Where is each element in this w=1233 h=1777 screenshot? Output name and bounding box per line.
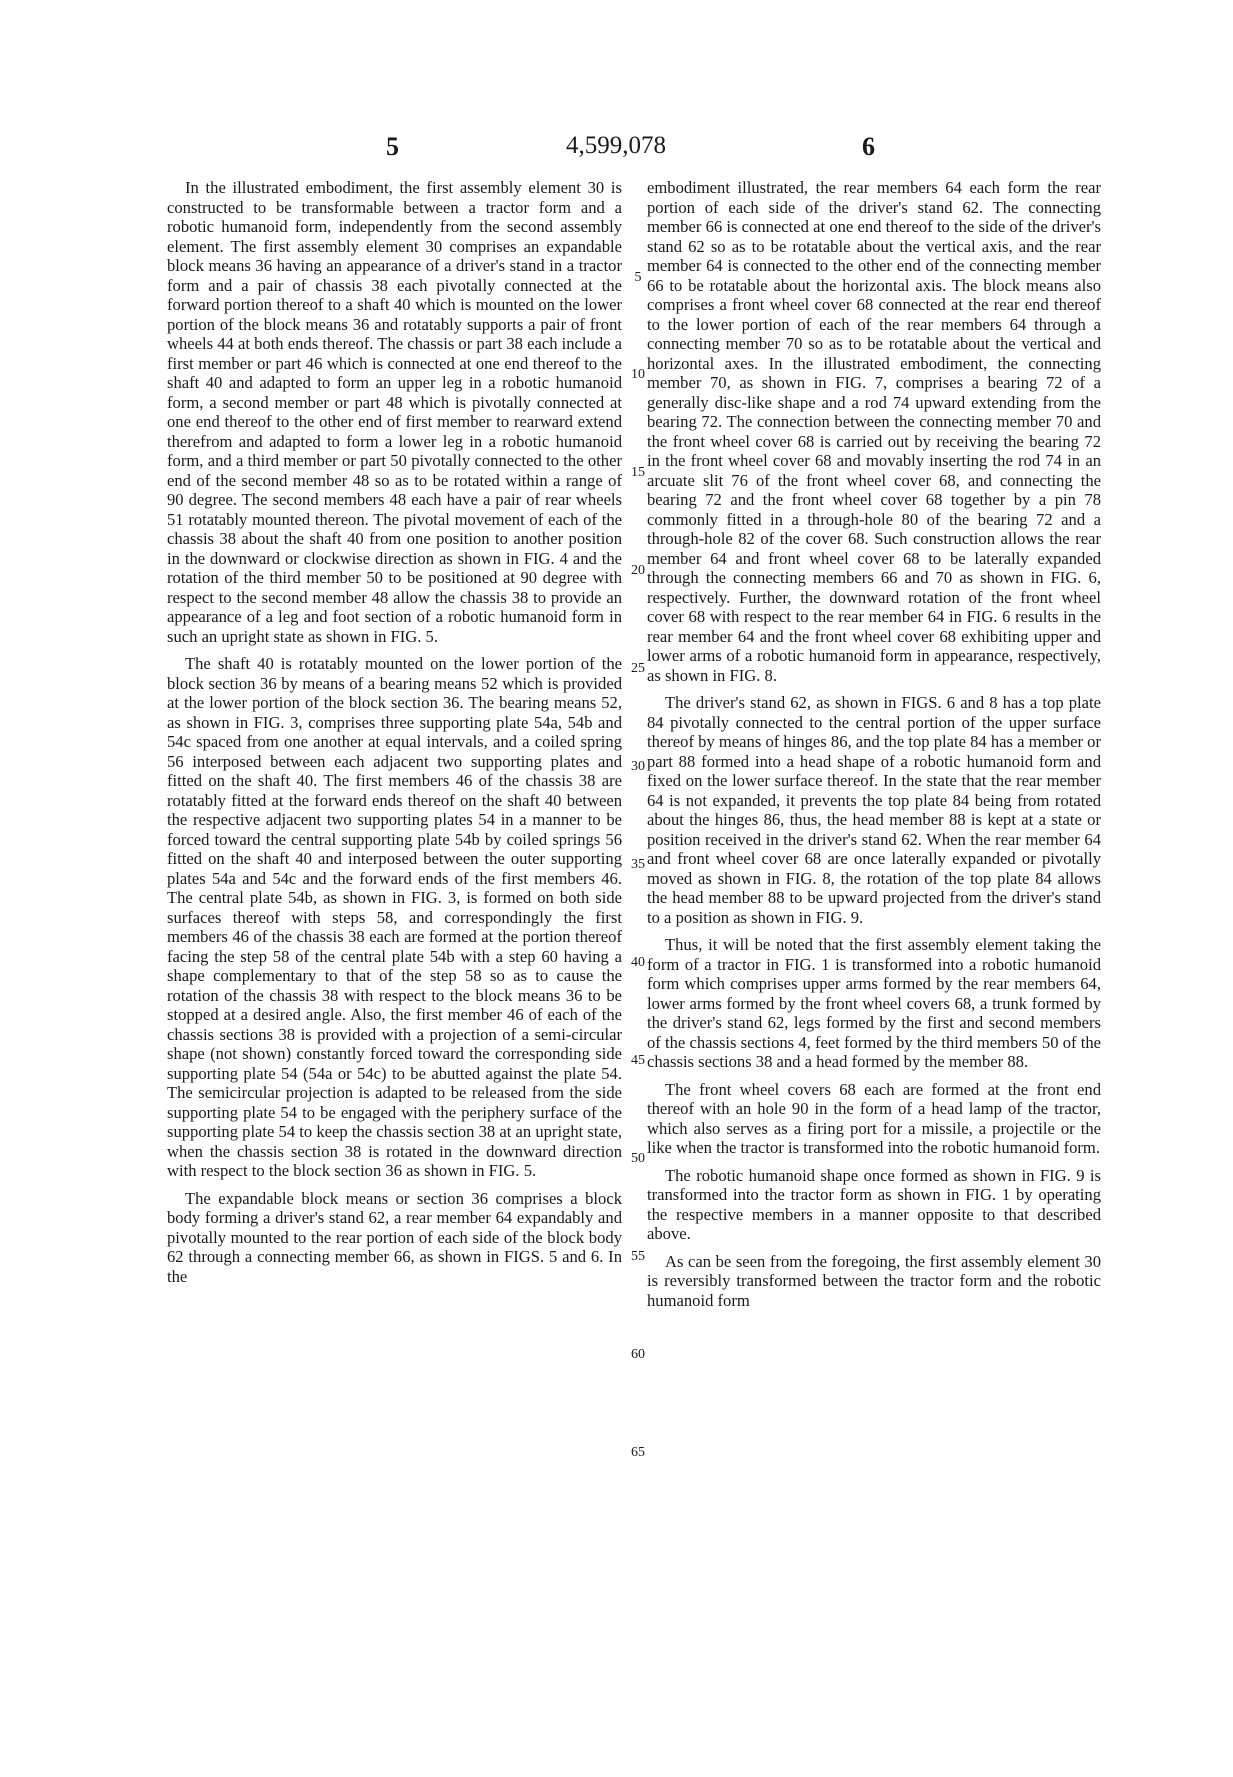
right-column bbox=[647, 178, 1101, 1318]
line-number: 60 bbox=[631, 1347, 645, 1362]
line-number: 30 bbox=[631, 759, 645, 774]
paragraph: The expandable block means or section 36 comprises a block body forming a driver's stand 62, a rear member 64 expandably and pivotally mounted to the rear portion of each side of the block body 62 through a connecting member 66, as shown in FIGS. 5 and 6. In the bbox=[167, 1188, 622, 1286]
paragraph: In the illustrated embodiment, the first assembly element 30 is constructed to be transformable between a tractor form and a robotic humanoid form, independently from the second assembly element. The first assembly element 30 comprises an expandable block means 36 having an appearance of a driver's stand in a tractor form and a pair of chassis 38 each pivotally connected at the forward portion thereof to a shaft 40 which is mounted on the lower portion of the block means 36 and rotatably supports a pair of front wheels 44 at both ends thereof. The chassis or part 38 each include a first member or part 46 which is connected at one end thereof to the shaft 40 and adapted to form an upper leg in a robotic humanoid form, a second member or part 48 which is pivotally connected at one end thereof to the other end of first member to rearward extend therefrom and adapted to form a lower leg in a robotic humanoid form, and a third member or part 50 pivotally connected to the other end of the second member 48 so as to be rotated within a range of 90 degree. The second members 48 each have a pair of rear wheels 51 rotatably mounted thereon. The pivotal movement of each of the chassis 38 about the shaft 40 from one position to another position in the downward or clockwise direction as shown in FIG. 4 and the rotation of the third member 50 to be positioned at 90 degree with respect to the second member 48 allow the chassis 38 to provide an appearance of a leg and foot section of a robotic humanoid form in such an upright state as shown in FIG. 5. bbox=[167, 178, 622, 646]
line-number: 15 bbox=[631, 465, 645, 480]
line-number: 45 bbox=[631, 1053, 645, 1068]
paragraph: The robotic humanoid shape once formed as shown in FIG. 9 is transformed into the tractor form as shown in FIG. 1 by operating the respective members in a manner opposite to that described above. bbox=[647, 1165, 1101, 1243]
line-number: 40 bbox=[631, 955, 645, 970]
paragraph: As can be seen from the foregoing, the first assembly element 30 is reversibly transformed between the tractor form and the robotic humanoid form bbox=[647, 1251, 1101, 1310]
line-number: 20 bbox=[631, 563, 645, 578]
left-page-number: 5 bbox=[386, 132, 399, 161]
line-number: 65 bbox=[631, 1445, 645, 1460]
line-number: 50 bbox=[631, 1151, 645, 1166]
line-number: 5 bbox=[634, 270, 642, 285]
line-number: 10 bbox=[631, 367, 645, 382]
paragraph: Thus, it will be noted that the first assembly element taking the form of a tractor in FIG. 1 is transformed into a robotic humanoid form which comprises upper arms formed by the rear members 64, lower arms formed by the front wheel covers 68, a trunk formed by the driver's stand 62, legs formed by the first and second members of the chassis sections 4, feet formed by the third members 50 of the chassis sections 38 and a head formed by the member 88. bbox=[647, 935, 1101, 1071]
right-page-number: 6 bbox=[862, 132, 875, 161]
paragraph: embodiment illustrated, the rear members 64 each form the rear portion of each side of the driver's stand 62. The connecting member 66 is connected at one end thereof to the side of the driver's stand 62 so as to be rotatable about the vertical axis, and the rear member 64 is connected to the other end of the connecting member 66 to be rotatable about the horizontal axis. The block means also comprises a front wheel cover 68 connected at the rear end thereof to the lower portion of each of the rear members 64 through a connecting member 70 so as to be rotatable about the vertical and horizontal axes. In the illustrated embodiment, the connecting member 70, as shown in FIG. 7, comprises a bearing 72 of a generally disc-like shape and a rod 74 upward extending from the bearing 72. The connection between the connecting member 70 and the front wheel cover 68 is carried out by receiving the bearing 72 in the front wheel cover 68 and movably inserting the rod 74 in an arcuate slit 76 of the front wheel cover 68, and connecting the bearing 72 and the front wheel cover 68 together by a pin 78 commonly fitted in a through-hole 80 of the bearing 72 and a through-hole 82 of the cover 68. Such construction allows the rear member 64 and front wheel cover 68 to be laterally expanded through the connecting members 66 and 70 as shown in FIG. 6, respectively. Further, the downward rotation of the front wheel cover 68 with respect to the rear member 64 in FIG. 6 results in the rear member 64 and the front wheel cover 68 exhibiting upper and lower arms of a robotic humanoid form in appearance, respectively, as shown in FIG. 8. bbox=[647, 178, 1101, 685]
line-number: 35 bbox=[631, 857, 645, 872]
patent-number: 4,599,078 bbox=[566, 132, 666, 159]
paragraph: The driver's stand 62, as shown in FIGS. 6 and 8 has a top plate 84 pivotally connected to the central portion of the upper surface thereof by means of hinges 86, and the top plate 84 has a member or part 88 formed into a head shape of a robotic humanoid form and fixed on the lower surface thereof. In the state that the rear member 64 is not expanded, it prevents the top plate 84 being from rotated about the hinges 86, thus, the head member 88 is kept at a state or position received in the driver's stand 62. When the rear member 64 and front wheel cover 68 are once laterally expanded or pivotally moved as shown in FIG. 8, the rotation of the top plate 84 allows the head member 88 to be upward projected from the driver's stand to a position as shown in FIG. 9. bbox=[647, 693, 1101, 927]
line-number: 55 bbox=[631, 1249, 645, 1264]
paragraph: The front wheel covers 68 each are formed at the front end thereof with an hole 90 in the form of a head lamp of the tractor, which also serves as a firing port for a missile, a projectile or the like when the tractor is transformed into the robotic humanoid form. bbox=[647, 1079, 1101, 1157]
line-number: 25 bbox=[631, 661, 645, 676]
paragraph: The shaft 40 is rotatably mounted on the lower portion of the block section 36 by means of a bearing means 52 which is provided at the lower portion of the block section 36. The bearing means 52, as shown in FIG. 3, comprises three supporting plate 54a, 54b and 54c spaced from one another at equal intervals, and a coiled spring 56 interposed between each adjacent two supporting plates and fitted on the shaft 40. The first members 46 of the chassis 38 are rotatably fitted at the forward ends thereof on the shaft 40 between the respective adjacent two supporting plates 54 in a manner to be forced toward the central supporting plate 54b by coiled springs 56 fitted on the shaft 40 and interposed between the outer supporting plates 54a and 54c and the forward ends of the first members 46. The central plate 54b, as shown in FIG. 3, is formed on both side surfaces thereof with steps 58, and correspondingly the first members 46 of the chassis 38 each are formed at the portion thereof facing the step 58 of the central plate 54b with a step 60 having a shape complementary to that of the step 58 so as to cause the rotation of the chassis 38 with respect to the block means 36 to be stopped at a desired angle. Also, the first member 46 of each of the chassis sections 38 is provided with a projection of a semi-circular shape (not shown) constantly forced toward the corresponding side supporting plate 54 (54a or 54c) to be abutted against the plate 54. The semicircular projection is adapted to be released from the side supporting plate 54 to be engaged with the periphery surface of the supporting plate 54 to keep the chassis section 38 at an upright state, when the chassis section 38 is rotated in the downward direction with respect to the block section 36 as shown in FIG. 5. bbox=[167, 654, 622, 1180]
left-column bbox=[167, 178, 622, 1294]
